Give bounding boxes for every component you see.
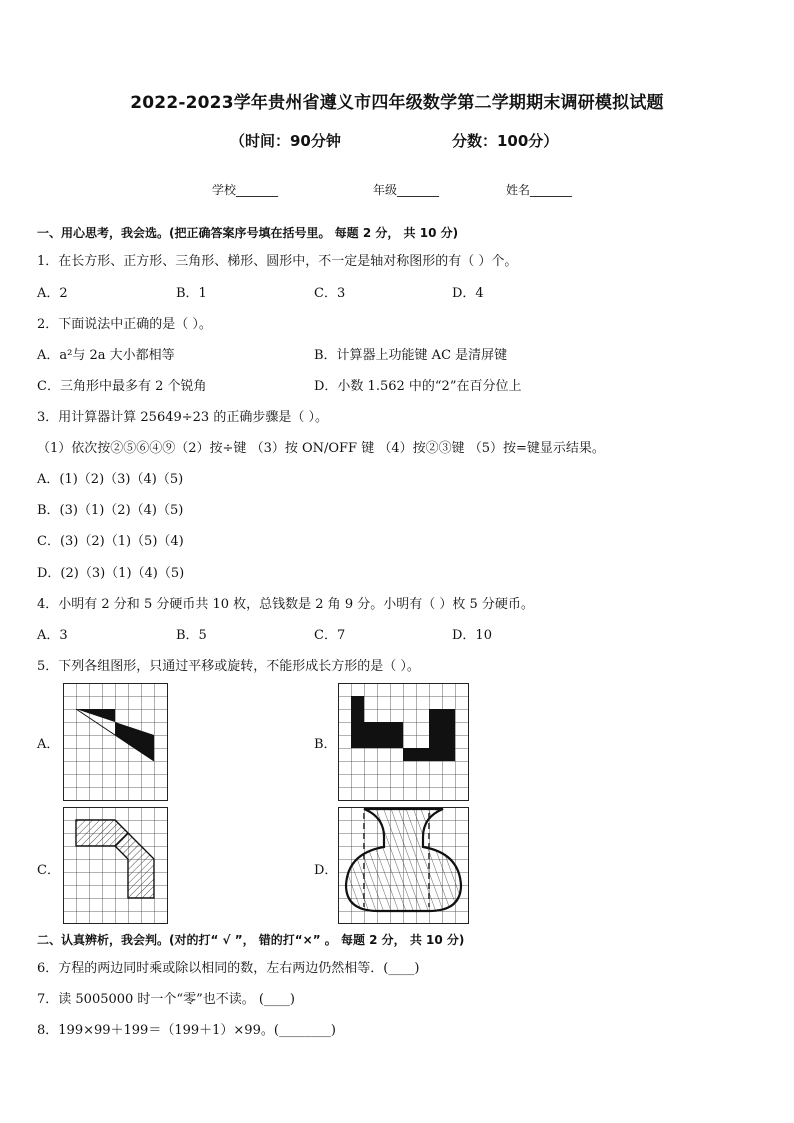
grade-field: 年级_______ (373, 183, 440, 197)
question-4: 4．小明有 2 分和 5 分硬币共 10 枚，总钱数是 2 角 9 分。小明有（ ）枚 5 分硬币。 (37, 597, 534, 612)
figure-b-grid (338, 683, 469, 802)
q2-option-a: A．a²与 2a 大小都相等 (37, 348, 175, 363)
question-8: 8．199×99＋199＝（199＋1）×99。(________) (37, 1023, 336, 1038)
figure-d-grid (338, 807, 469, 925)
exam-title: 2022-2023学年贵州省遵义市四年级数学第二学期期末调研模拟试题 (130, 93, 664, 113)
name-field: 姓名_______ (506, 183, 573, 197)
section2-heading: 二、认真辨析，我会判。(对的打“ √ ”， 错的打“×” 。 每题 2 分， 共 10 分) (37, 933, 465, 947)
q1-option-b: B．1 (176, 286, 207, 301)
q3-option-a: A．(1)（2)（3)（4)（5) (37, 472, 184, 487)
q2-option-d: D．小数 1.562 中的“2”在百分位上 (314, 379, 522, 394)
q1-option-c: C．3 (314, 286, 346, 301)
q3-steps: （1）依次按②⑤⑥④⑨（2）按÷键 （3）按 ON/OFF 键 （4）按②③键 （5）按=键显示结果。 (37, 441, 605, 456)
q4-option-a: A．3 (37, 628, 68, 643)
section1-heading: 一、用心思考，我会选。(把正确答案序号填在括号里。 每题 2 分， 共 10 分) (37, 226, 459, 240)
q5-label-a: A． (37, 737, 60, 752)
q4-option-b: B．5 (176, 628, 207, 643)
figure-c-grid (63, 807, 169, 925)
question-6: 6．方程的两边同时乘或除以相同的数，左右两边仍然相等．(____) (37, 961, 420, 976)
q2-option-b: B．计算器上功能键 AC 是清屏键 (314, 348, 508, 363)
q5-label-c: C． (37, 863, 60, 878)
question-2: 2．下面说法中正确的是（ ）。 (37, 317, 212, 332)
exam-score: 分数：100分） (452, 132, 559, 150)
figure-a-grid (63, 683, 169, 802)
q4-option-c: C．7 (314, 628, 346, 643)
question-5: 5．下列各组图形，只通过平移或旋转，不能形成长方形的是（ ）。 (37, 659, 420, 674)
q3-option-d: D．(2)（3)（1)（4)（5) (37, 566, 185, 581)
q3-option-c: C．(3)（2)（1)（5)（4) (37, 534, 184, 549)
school-field: 学校_______ (212, 183, 279, 197)
q1-option-d: D．4 (452, 286, 484, 301)
q5-label-b: B． (314, 737, 337, 752)
q5-label-d: D． (314, 863, 338, 878)
question-7: 7．读 5005000 时一个“零”也不读。 (____) (37, 992, 296, 1007)
q2-option-c: C．三角形中最多有 2 个锐角 (37, 379, 207, 394)
exam-time: （时间：90分钟 (230, 132, 341, 150)
q1-option-a: A．2 (37, 286, 68, 301)
q4-option-d: D．10 (452, 628, 492, 643)
q3-option-b: B．(3)（1)（2)（4)（5) (37, 503, 184, 518)
question-1: 1．在长方形、正方形、三角形、梯形、圆形中，不一定是轴对称图形的有（ ）个。 (37, 254, 518, 269)
question-3: 3．用计算器计算 25649÷23 的正确步骤是（ ）。 (37, 410, 328, 425)
